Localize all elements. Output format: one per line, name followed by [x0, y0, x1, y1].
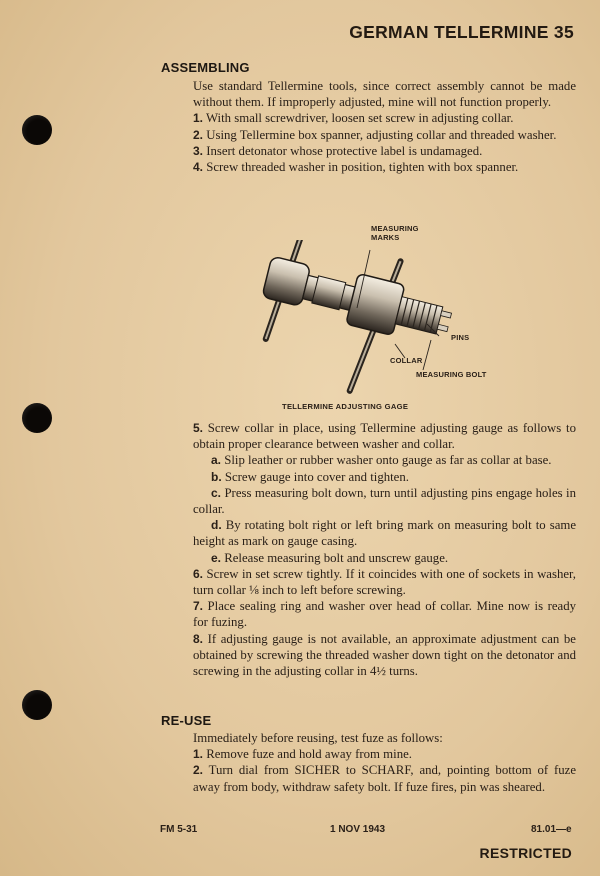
step-text: Screw threaded washer in position, tighten with box spanner.	[206, 160, 519, 175]
substep-letter: e.	[211, 550, 222, 565]
substep	[193, 469, 576, 485]
substep-text: Release measuring bolt and unscrew gauge.	[224, 550, 449, 565]
assembling-intro: Use standard Tellermine tools, since correct assembly cannot be made without them. If improperly adjusted, mine will not function properly.	[193, 79, 576, 110]
step-5	[193, 420, 576, 452]
substep-text: Press measuring bolt down, turn until adjusting pins engage holes in collar.	[193, 485, 577, 517]
substep	[193, 517, 576, 549]
footer-date: 1 NOV 1943	[330, 824, 386, 835]
footer-manual-number: FM 5-31	[160, 824, 198, 835]
binder-hole-top	[22, 115, 52, 145]
label-measuring-bolt: MEASURING BOLT	[416, 370, 487, 379]
section-heading-reuse: RE-USE	[161, 713, 212, 728]
step-number: 1.	[193, 747, 204, 762]
step-number: 8.	[193, 631, 204, 646]
step-number: 3.	[193, 143, 204, 158]
substep-letter: c.	[211, 485, 222, 500]
step-text: Screw collar in place, using Tellermine adjusting gauge as follows to obtain proper clearance between washer and collar.	[193, 421, 576, 452]
reuse-step	[193, 762, 576, 794]
step-number: 7.	[193, 599, 204, 614]
assembling-step	[193, 159, 576, 175]
substep	[193, 550, 576, 566]
step-7	[193, 598, 576, 630]
binder-hole-middle	[22, 403, 52, 433]
binder-hole-bottom	[22, 690, 52, 720]
substep-letter: d.	[211, 518, 222, 533]
footer-reference: 81.01—e	[531, 824, 572, 835]
section-heading-assembling: ASSEMBLING	[161, 60, 250, 75]
step-text: Remove fuze and hold away from mine.	[206, 747, 412, 762]
adjusting-procedure	[193, 420, 576, 679]
step-number: 2.	[193, 763, 204, 778]
substep-text: Slip leather or rubber washer onto gauge as far as collar at base.	[224, 453, 552, 468]
substep-text: By rotating bolt right or left bring mark on measuring bolt to same height as mark on gauge casing.	[193, 518, 577, 549]
label-pins: PINS	[451, 333, 470, 342]
label-measuring-marks	[371, 224, 419, 242]
substep	[193, 485, 576, 517]
step-number: 4.	[193, 160, 204, 175]
reuse-step	[193, 746, 576, 762]
reuse-text	[193, 730, 576, 795]
page-title: GERMAN TELLERMINE 35	[349, 22, 574, 42]
reuse-intro: Immediately before reusing, test fuze as follows:	[193, 731, 443, 745]
step-text: With small screwdriver, loosen set screw in adjusting collar.	[205, 111, 514, 126]
substep	[193, 452, 576, 468]
step-text: Place sealing ring and washer over head of collar. Mine now is ready for fuzing.	[193, 599, 576, 630]
restricted-stamp: RESTRICTED	[479, 845, 572, 861]
assembling-text	[193, 78, 576, 175]
label-measuring-marks-line2: MARKS	[371, 233, 400, 242]
substep-letter: a.	[211, 453, 222, 468]
step-text: Using Tellermine box spanner, adjusting collar and threaded washer.	[206, 127, 557, 142]
label-measuring-marks-line1: MEASURING	[371, 224, 419, 233]
assembling-step	[193, 127, 576, 143]
label-collar: COLLAR	[390, 356, 423, 365]
step-text: Turn dial from SICHER to SCHARF, and, pointing bottom of fuze away from body, withdraw safety bolt. If fuze fires, pin was sheared.	[193, 763, 576, 794]
step-text: Insert detonator whose protective label is undamaged.	[206, 143, 483, 158]
step-6	[193, 566, 576, 598]
step-text: If adjusting gauge is not available, an approximate adjustment can be obtained by screwing the threaded washer down tight on the detonator and screwing in the adjusting collar in 4½ turns.	[193, 631, 576, 679]
figure-caption: TELLERMINE ADJUSTING GAGE	[282, 402, 409, 411]
step-text: Screw in set screw tightly. If it coincides with one of sockets in washer, turn collar ⅛ inch to left before screwing.	[193, 566, 576, 598]
step-number: 1.	[193, 111, 204, 126]
substep-letter: b.	[211, 469, 222, 484]
step-number: 6.	[193, 566, 204, 581]
step-number: 2.	[193, 127, 204, 142]
step-number: 5.	[193, 421, 204, 435]
assembling-step	[193, 143, 576, 159]
substep-text: Screw gauge into cover and tighten.	[224, 469, 409, 484]
step-8	[193, 631, 576, 680]
assembling-step	[193, 110, 576, 126]
